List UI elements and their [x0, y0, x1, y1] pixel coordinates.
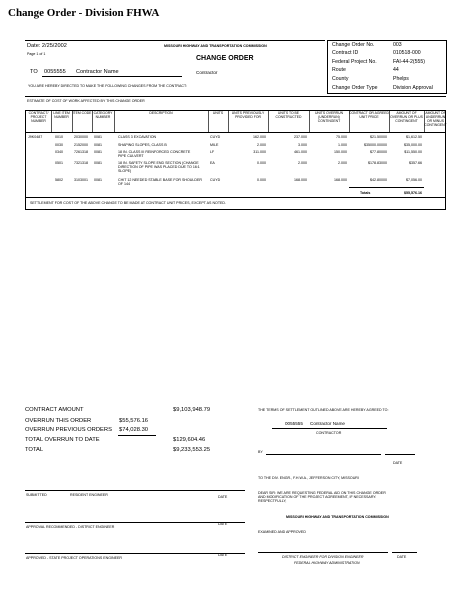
cell-units: CUYD — [210, 135, 221, 139]
info-value: Division Approval — [393, 85, 433, 91]
cell-prev: 0.000 — [257, 178, 266, 182]
cell-plus: $35,000.00 — [404, 143, 422, 147]
cell-category: 0081 — [94, 143, 102, 147]
cost-table — [25, 110, 446, 210]
summary-value: $129,604.46 — [173, 437, 206, 443]
cell-price: $178.83000 — [368, 161, 387, 165]
header-units: UNITS — [212, 111, 224, 115]
info-value: Phelps — [393, 76, 409, 82]
info-value: 010518-000 — [393, 50, 421, 56]
summary-label: TOTAL OVERRUN TO DATE — [25, 437, 100, 443]
terms-by-label: BY — [258, 450, 263, 454]
terms-contractor-label: CONTRACTOR — [316, 431, 342, 435]
federal-aid-request: DEAR SIR: WE ARE REQUESTING FEDERAL AID ON THIS CHANGE ORDER AND MODIFICATION OF THE PROJECT AGREEMENT, IF NECESSARY. RESPECTFULLY, — [258, 491, 386, 504]
summary-label: OVERRUN THIS ORDER — [25, 418, 92, 424]
header-amount-overrun: AMOUNT OF OVERRUN OR PLUS CONTINGENT — [390, 111, 423, 123]
cell-over: 75.000 — [336, 135, 347, 139]
cell-prev: 2.000 — [257, 143, 266, 147]
cell-plus: $1,612.50 — [406, 135, 422, 139]
cell-over: 2.000 — [338, 161, 347, 165]
agency-name: MISSOURI HIGHWAY AND TRANSPORTATION COMMISSION — [164, 44, 267, 48]
directive-text: YOU ARE HEREBY DIRECTED TO MAKE THE FOLLOWING CHANGES FROM THE CONTRACT: — [28, 84, 187, 88]
totals-rule — [349, 187, 424, 188]
header-item-code: ITEM CODE — [72, 111, 92, 115]
cell-category: 0081 — [94, 135, 102, 139]
contractor-name: Contractor Name — [76, 69, 119, 75]
summary-label: TOTAL — [25, 447, 44, 453]
signature-line-submitted — [25, 490, 245, 491]
cell-line: 0030 — [55, 143, 63, 147]
info-label: County — [332, 76, 349, 82]
summary-rule — [118, 435, 156, 436]
settlement-rule — [26, 197, 446, 198]
cell-units: CUYD — [210, 178, 221, 182]
examined-approved: EXAMINED AND APPROVED — [258, 530, 306, 534]
totals-label: Totals — [360, 191, 371, 195]
terms-by-line — [266, 454, 381, 455]
terms-contractor-number: 0055555 — [285, 421, 303, 426]
cell-units: LF — [210, 150, 215, 154]
cell-line: 0501 — [55, 161, 63, 165]
cell-code: 2152000 — [74, 143, 88, 147]
terms-date-label: DATE — [393, 461, 403, 465]
division-date-label: DATE — [397, 555, 407, 559]
cell-description: CHIT 12 NEEDED STABLE BASE FOR SHOULDER OF 144 — [118, 178, 202, 187]
header-units-overrun: UNITS OVERRUN (UNDERRUN) CONTINGENT — [314, 111, 344, 123]
approval-recommended-label: APPROVAL RECOMMENDED - DISTRICT ENGINEER — [26, 525, 115, 529]
signature-line-approved — [25, 553, 245, 554]
contractor-underline — [42, 76, 182, 77]
cell-plus: $357.66 — [409, 161, 422, 165]
cell-category: 0081 — [94, 150, 102, 154]
date-label: Date: 2/25/2002 — [27, 43, 67, 49]
submitted-label: SUBMITTED — [26, 493, 47, 497]
terms-contractor-line — [272, 428, 387, 429]
date-label-recommended: DATE — [218, 522, 228, 526]
header-unit-price: CONTRACT OR AGREED UNIT PRICE — [349, 111, 389, 119]
cell-code: 2030000 — [74, 135, 88, 139]
cell-prev: 162.000 — [253, 135, 266, 139]
cell-price: $42.80000 — [370, 178, 387, 182]
info-label: Change Order Type — [332, 85, 378, 91]
terms-contractor-name: Contractor Name — [310, 421, 345, 426]
cell-code: 7321318 — [74, 161, 88, 165]
cell-line: 5802 — [55, 178, 63, 182]
division-date-line — [392, 552, 417, 553]
info-value: 003 — [393, 42, 402, 48]
estimate-caption: ESTIMATE OF COST OF WORK AFFECTED BY THIS CHANGE ORDER — [27, 99, 145, 103]
summary-value: $9,233,553.25 — [173, 447, 211, 453]
cell-price: $77.80000 — [370, 150, 387, 154]
info-value: 44 — [393, 67, 399, 73]
header-description: DESCRIPTION — [149, 111, 173, 115]
summary-value: $55,576.16 — [119, 418, 149, 424]
summary-value: $74,028.30 — [119, 427, 149, 433]
header-amount-underrun: AMOUNT OF UNDERRUN OR MINUS CONTINGENT — [424, 111, 447, 127]
cell-description: SHAPING SLOPES, CLASS B — [118, 143, 167, 147]
settlement-note: SETTLEMENT FOR COST OF THE ABOVE CHANGE TO BE MADE AT CONTRACT UNIT PRICES, EXCEPT AS NOTED. — [30, 201, 227, 205]
cell-category: 0081 — [94, 178, 102, 182]
division-engineer-line — [258, 552, 388, 553]
info-label: Route — [332, 67, 346, 73]
cell-units: EA — [210, 161, 215, 165]
district-engineer-label: DISTRICT ENGINEER FOR DIVISION ENGINEER — [282, 555, 364, 559]
cell-over: 1.000 — [338, 143, 347, 147]
cell-over: 168.000 — [334, 178, 347, 182]
table-header-rule — [26, 132, 446, 133]
info-label: Federal Project No. — [332, 59, 377, 65]
cell-code: 7261318 — [74, 150, 88, 154]
approved-state-label: APPROVED - STATE PROJECT OPERATIONS ENGINEER — [26, 556, 122, 560]
cell-plus: $11,550.00 — [404, 150, 422, 154]
doc-title: CHANGE ORDER — [196, 55, 254, 62]
cell-over: 150.000 — [334, 150, 347, 154]
signature-line-recommended — [25, 522, 245, 523]
terms-date-line — [385, 454, 415, 455]
info-label: Change Order No. — [332, 42, 375, 48]
to-division-engineer: TO THE DIV. ENGR., F.H.W.A., JEFFERSON CITY, MISSOURI — [258, 476, 359, 480]
page-count: Page 1 of 1 — [27, 52, 46, 56]
cell-tobe: 168.000 — [294, 178, 307, 182]
info-value: FAI-44-2(555) — [393, 59, 426, 65]
cell-line: 0340 — [55, 150, 63, 154]
header-project: CONTRACT/ PROJECT NUMBER — [28, 111, 49, 123]
header-category: CATEGORY NUMBER — [93, 111, 113, 119]
cell-description: 18 IN. SAFETY SLOPE END SECTION (CHANGE DIRECTION OF PIPE WAS PLACED DUE TO 16:1 SLOPE) — [118, 161, 200, 174]
totals-value: $55,576.16 — [404, 191, 422, 195]
cell-project: J9K0487 — [28, 135, 43, 139]
cell-tobe: 3.000 — [298, 143, 307, 147]
contractor-label: Contractor — [196, 70, 218, 75]
cell-tobe: 2.000 — [298, 161, 307, 165]
page-title: Change Order - Division FHWA — [8, 7, 160, 19]
cell-prev: 0.000 — [257, 161, 266, 165]
info-label: Contract ID — [332, 50, 359, 56]
to-label: TO — [30, 69, 38, 75]
cell-price: $21.50000 — [370, 135, 387, 139]
header-line-item: LINE ITEM NUMBER — [53, 111, 70, 119]
contractor-number: 0055555 — [44, 69, 66, 75]
terms-intro: THE TERMS OF SETTLEMENT OUTLINED ABOVE ARE HEREBY AGREED TO: — [258, 408, 389, 412]
cell-line: 0010 — [55, 135, 63, 139]
header-units-to-be: UNITS TO BE CONSTRUCTED — [275, 111, 302, 119]
fhwa-label: FEDERAL HIGHWAY ADMINISTRATION — [294, 561, 360, 565]
cell-category: 0081 — [94, 161, 102, 165]
cell-description: 18 IN. CLASS III REINFORCED CONCRETE PIPE CULVERT — [118, 150, 191, 159]
cell-description: CLASS 3 EXCAVATION — [118, 135, 157, 139]
date-label-submitted: DATE — [218, 495, 228, 499]
cell-plus: $7,056.00 — [406, 178, 422, 182]
estimate-rule — [25, 96, 446, 97]
summary-value: $9,103,948.79 — [173, 407, 211, 413]
commission-name: MISSOURI HIGHWAY AND TRANSPORTATION COMMISSION — [286, 515, 389, 519]
cell-code: 3103001 — [74, 178, 88, 182]
cell-tobe: 237.000 — [294, 135, 307, 139]
summary-label: OVERRUN PREVIOUS ORDERS — [25, 427, 112, 433]
resident-engineer-label: RESIDENT ENGINEER — [70, 493, 108, 497]
summary-label: CONTRACT AMOUNT — [25, 407, 84, 413]
change-order-info-box — [327, 40, 447, 94]
cell-units: MILE — [210, 143, 219, 147]
cell-prev: 311.000 — [253, 150, 266, 154]
header-rule — [25, 40, 325, 41]
header-units-previous: UNITS PREVIOUSLY PROVIDED FOR — [231, 111, 265, 119]
date-label-approved: DATE — [218, 553, 228, 557]
cell-tobe: 461.000 — [294, 150, 307, 154]
cell-price: $35000.00000 — [364, 143, 387, 147]
